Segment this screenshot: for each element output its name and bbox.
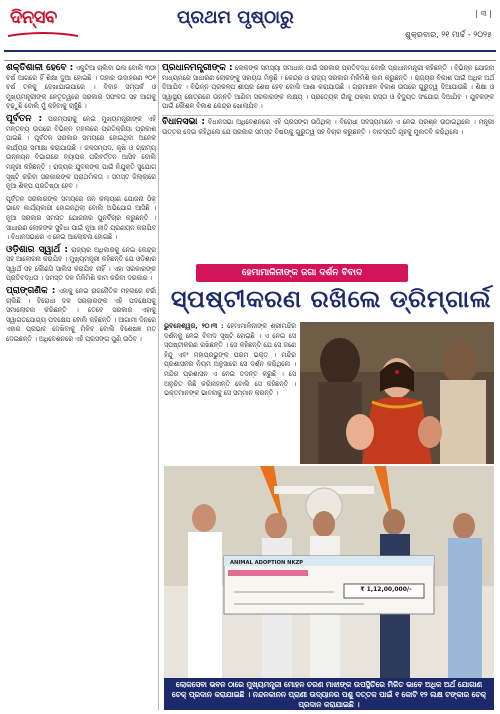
newspaper-logo <box>6 5 88 43</box>
article-section <box>6 246 156 284</box>
section-heading: ପୂର୍ବତନ : <box>6 113 43 124</box>
section-body: ବିଧାନସଭା ଅଧିବେଶନରେ ଏହି ପ୍ରସଙ୍ଗ ଉଠିଥିଲା । ବିରୋଧୀ ସଦସ୍ୟମାନେ ଏ ନେଇ ପ୍ରଶ୍ନ ଉଠାଇଥିଲେ । ମନ୍ତ୍ରୀ ଉତ୍ତର ଦେଇ କହିଥିଲେ ଯେ ସରକାର ସମସ୍ତ ବିଷୟକୁ ଗୁରୁତ୍ୱ ସହ ବିଚାର କରୁଛନ୍ତି । ବାଚସ୍ପତି ଗୃହକୁ ମୁଲତବି କରିଥିଲେ । <box>162 117 494 136</box>
story-headline: ସ୍ପଷ୍ଟୀକରଣ ରଖିଲେ ଡ୍ରିମ୍‌ଗାର୍ଲ <box>170 284 492 313</box>
story-body <box>164 322 296 464</box>
section-body: ଏହାକୁ ନେଇ ରାଜନୈତିକ ମହଲରେ ଚର୍ଚ୍ଚା ଚାଲିଛି । ବିରୋଧୀ ଦଳ ସରକାରଙ୍କ ଏହି ପଦକ୍ଷେପକୁ ସମାଲୋଚନା କରିଛନ୍ତି । ତେବେ ସରକାର ଏହାକୁ ସ୍ୱାଗତଯୋଗ୍ୟ ପଦକ୍ଷେପ ବୋଲି କହିଛନ୍ତି । ଆଗାମୀ ଦିନରେ ଏହାର ପ୍ରଭାବ ଦେଖିବାକୁ ମିଳିବ ବୋଲି ବିଶେଷଜ୍ଞ ମତ ଦେଇଛନ୍ତି । ଅଧିବେଶନରେ ଏହି ପ୍ରସଙ୍ଗ ପୁଣି ଉଠିବ । <box>6 287 156 344</box>
article-section <box>6 287 156 345</box>
article-section <box>6 64 156 112</box>
section-body: ଏକୁଟିଆ ଚାଲିବା ଭଲ ବୋଲି ୩୦ୀ ବର୍ଷ ଆଗରେ ହିଁ ଶିକ୍ଷା ଦୁଆ ହୋଇଛି । ତାହାର ଉଦାହରଣ ୨୦୧ ବର୍ଷ ତଳକୁ ଦେଖାଯାଇପାରେ । ବିବାହ ସମ୍ପର୍କ ଓ ମୁଖ୍ୟମନ୍ତ୍ରୀଙ୍କ ନେତୃତ୍ୱରେ ସରକାର ସଫଳତା ସହ ଆଗକୁ ବଢ଼ୁଛି ବୋଲି ମୁଁ କହିବାକୁ ଚାହୁଁଛି । <box>6 64 156 111</box>
story-dateline: ଭୁବନେଶ୍ୱର, ୨୦।୩ : <box>164 322 224 330</box>
story-text: ହେମାମାଳିନୀଙ୍କ ଶ୍ରୀମନ୍ଦିର ଦର୍ଶନକୁ ନେଇ ବିବାଦ ସୃଷ୍ଟି ହୋଇଛି । ଏ ନେଇ ସେ ସ୍ପଷ୍ଟୀକରଣ ରଖିଛନ୍ତି । ସେ କହିଛନ୍ତି ଯେ ସେ ଜଣେ ହିନ୍ଦୁ ଏବଂ ମହାପ୍ରଭୁଙ୍କ ପରମ ଭକ୍ତ । ମନ୍ଦିର ପ୍ରଶାସନର ନିୟମ ଅନୁସାରେ ସେ ଦର୍ଶନ କରିଥିଲେ । ମନ୍ଦିର ପ୍ରଶାସନ ଏ ନେଇ ତଦନ୍ତ କରୁଛି । ସେ ଅନୁଚିତ କିଛି କରିନାହାନ୍ତି ବୋଲି ସେ କହିଛନ୍ତି । ଭକ୍ତମାନଙ୍କ ଭାବନାକୁ ସେ ସମ୍ମାନ କରନ୍ତି । <box>164 322 296 398</box>
column-divider <box>158 64 159 710</box>
cheque-title: ANIMAL ADOPTION NKZP <box>230 560 304 566</box>
article-section <box>162 64 494 112</box>
logo-swoosh-icon <box>8 32 78 38</box>
section-body: ପରମ୍ପରାକୁ ନେଇ ମୁଖ୍ୟମନ୍ତ୍ରୀଙ୍କ ଏହି ମନ୍ତବ୍ୟ ଉପରେ ବିଭିନ୍ନ ମହଲରେ ପ୍ରତିକ୍ରିୟା ପ୍ରକାଶ ପାଇଛି । ପୂର୍ବତନ ସରକାର ସମୟରେ ହୋଇଥିବା ଅନେକ କାର୍ଯ୍ୟର ସମୀକ୍ଷା କରାଯାଉଛି । ଜଳସମ୍ପଦ, କୃଷି ଓ ଗ୍ରାମ୍ୟ ଉନ୍ନୟନ ବିଭାଗରେ ବ୍ୟାପକ ପରିବର୍ତ୍ତନ ଆସିବ ବୋଲି ମନ୍ତ୍ରୀ କହିଛନ୍ତି । ରାଜ୍ୟର ଯୁବକଙ୍କ ପାଇଁ ନିଯୁକ୍ତି ସୁଯୋଗ ସୃଷ୍ଟି କରିବା ସରକାରଙ୍କ ପ୍ରାଥମିକତା । ସମସ୍ତ ଜିଲ୍ଲାରେ ନୂଆ ଶିଳ୍ପ ପ୍ରତିଷ୍ଠା ହେବ । <box>6 114 156 191</box>
page-title: ପ୍ରଥମ ପୃଷ୍ଠାରୁ <box>177 7 294 28</box>
newspaper-name: ଦିନ୍ସବ <box>10 7 57 28</box>
left-column <box>6 64 156 710</box>
section-body: ପୂର୍ବତନ ସରକାରଙ୍କ ସମୟରେ ଜନ କଲ୍ୟାଣ ଯୋଜନା ଠିକ୍ ଭାବେ କାର୍ଯ୍ୟକାରୀ ହୋଇନଥିଲା ବୋଲି ଅଭିଯୋଗ ଆସିଛି । ନୂଆ ସରକାର ସମସ୍ତ ଯୋଜନାର ପୁନର୍ବିଚାର କରୁଛନ୍ତି । ସାଧାରଣ ଲୋକଙ୍କ ସୁବିଧା ପାଇଁ ନୂଆ ନୀତି ପ୍ରଣୟନ କରାଯିବ । ବିଧାନସଭାରେ ଏ ନେଇ ଆଲୋଚନା ହୋଇଛି । <box>6 194 156 242</box>
masthead-rule-top <box>4 50 496 52</box>
section-heading: ପ୍ରାଙ୍ଗଣିକ : <box>6 286 56 297</box>
page-number: | ୩ | <box>475 9 492 18</box>
cheque-handover-photo <box>164 466 494 678</box>
section-heading: ବିଧାନସଭା : <box>162 116 206 127</box>
article-section <box>6 115 156 192</box>
story-kicker-banner: ହେମାମାଳିନୀଙ୍କ ଜଗା ଦର୍ଶନ ବିବାଦ <box>196 264 408 282</box>
masthead <box>4 3 496 49</box>
section-body: ଲୋକଙ୍କ ସମସ୍ୟା ସମାଧାନ ପାଇଁ ସରକାର ପ୍ରତିବଦ୍ଧ ବୋଲି ପ୍ରଧାନମନ୍ତ୍ରୀ କହିଛନ୍ତି । ବିଭିନ୍ନ ଯୋଜନା ମାଧ୍ୟମରେ ସାଧାରଣ ଲୋକଙ୍କୁ ସହାୟତା ମିଳୁଛି । କେନ୍ଦ୍ର ଓ ରାଜ୍ୟ ସରକାର ମିଳିମିଶି କାମ କରୁଛନ୍ତି । ରାଜ୍ୟର ବିକାଶ ପାଇଁ ଅଧିକ ଅର୍ଥ ଦିଆଯିବ । ବିଭିନ୍ନ ପ୍ରକଳ୍ପ ଶୀଘ୍ର ଶେଷ ହେବ ବୋଲି ଆଶା କରାଯାଉଛି । ଗ୍ରାମାଞ୍ଚଳ ବିକାଶ ଉପରେ ଗୁରୁତ୍ୱ ଦିଆଯାଉଛି । <box>162 64 494 92</box>
article-section <box>162 118 494 137</box>
section-body: ଶିକ୍ଷା ଓ ସ୍ୱାସ୍ଥ୍ୟ କ୍ଷେତ୍ରରେ ଉନ୍ନତି ଆଣିବା ସରକାରଙ୍କ ଲକ୍ଷ୍ୟ । ପ୍ରତ୍ୟେକ ଗାଁକୁ ପକ୍କା ରାସ୍ତା ଓ ବିଦ୍ୟୁତ ସଂଯୋଗ ଦିଆଯିବ । ଯୁବକଙ୍କ ପାଇଁ କୌଶଳ ବିକାଶ କେନ୍ଦ୍ର ଖୋଲାଯିବ । <box>162 83 494 111</box>
section-heading: ପ୍ରଧାନମନ୍ତ୍ରୀଙ୍କ : <box>162 63 233 73</box>
photo-caption: ଲୋକସେବା ଭବନ ଠାରେ ମୁଖ୍ୟମନ୍ତ୍ରୀ ମୋହନ ଚରଣ ମାଝୀଙ୍କ ଉପସ୍ଥିତିରେ ମିଳିତ ଭାବେ ଅଧିକ ଅର୍ଥ ଯୋଗାଣ ଚେକ୍ ପ୍ରଦାନ କରାଯାଇଛି । ନନ୍ଦନକାନନ ପ୍ରାଣୀ ଉଦ୍ୟାନର ପଶୁ ଦତ୍ତକ ପାଇଁ ୧ କୋଟି ୧୨ ଲକ୍ଷ ଟଙ୍କାର ଚେକ୍ ପ୍ରଦାନ କରାଯାଇଛି । <box>164 678 494 710</box>
section-divider <box>162 115 494 116</box>
section-heading: ଶକ୍ତିଶାଳୀ ହେବେ : <box>6 63 74 73</box>
masthead-rule-bottom <box>4 60 496 61</box>
hema-malini-photo <box>300 322 494 464</box>
dateline: ଶୁକ୍ରବାର, ୨୧ ମାର୍ଚ୍ଚ - ୨୦୨୫ <box>404 30 492 39</box>
section-heading: ଓଡ଼ିଶାର ସ୍ୱାର୍ଥ : <box>6 244 69 255</box>
section-body: ରାଜ୍ୟର ଅଧିକାରକୁ ନେଇ କେନ୍ଦ୍ର ସହ ଆଲୋଚନା କରାଯିବ । ମୁଖ୍ୟମନ୍ତ୍ରୀ କହିଛନ୍ତି ଯେ ଓଡ଼ିଶାର ସ୍ୱାର୍ଥ ସହ କୌଣସି ସାଲିସ କରାଯିବ ନାହିଁ । ଏହା ସରକାରଙ୍କ ପ୍ରତିବଦ୍ଧତା । ସମସ୍ତ ଦଳ ମିଳିମିଶି କାମ କରିବା ଦରକାର । <box>6 245 156 283</box>
right-top-article <box>162 64 494 140</box>
cheque-amount: ₹ 1,12,00,000/- <box>360 586 412 593</box>
